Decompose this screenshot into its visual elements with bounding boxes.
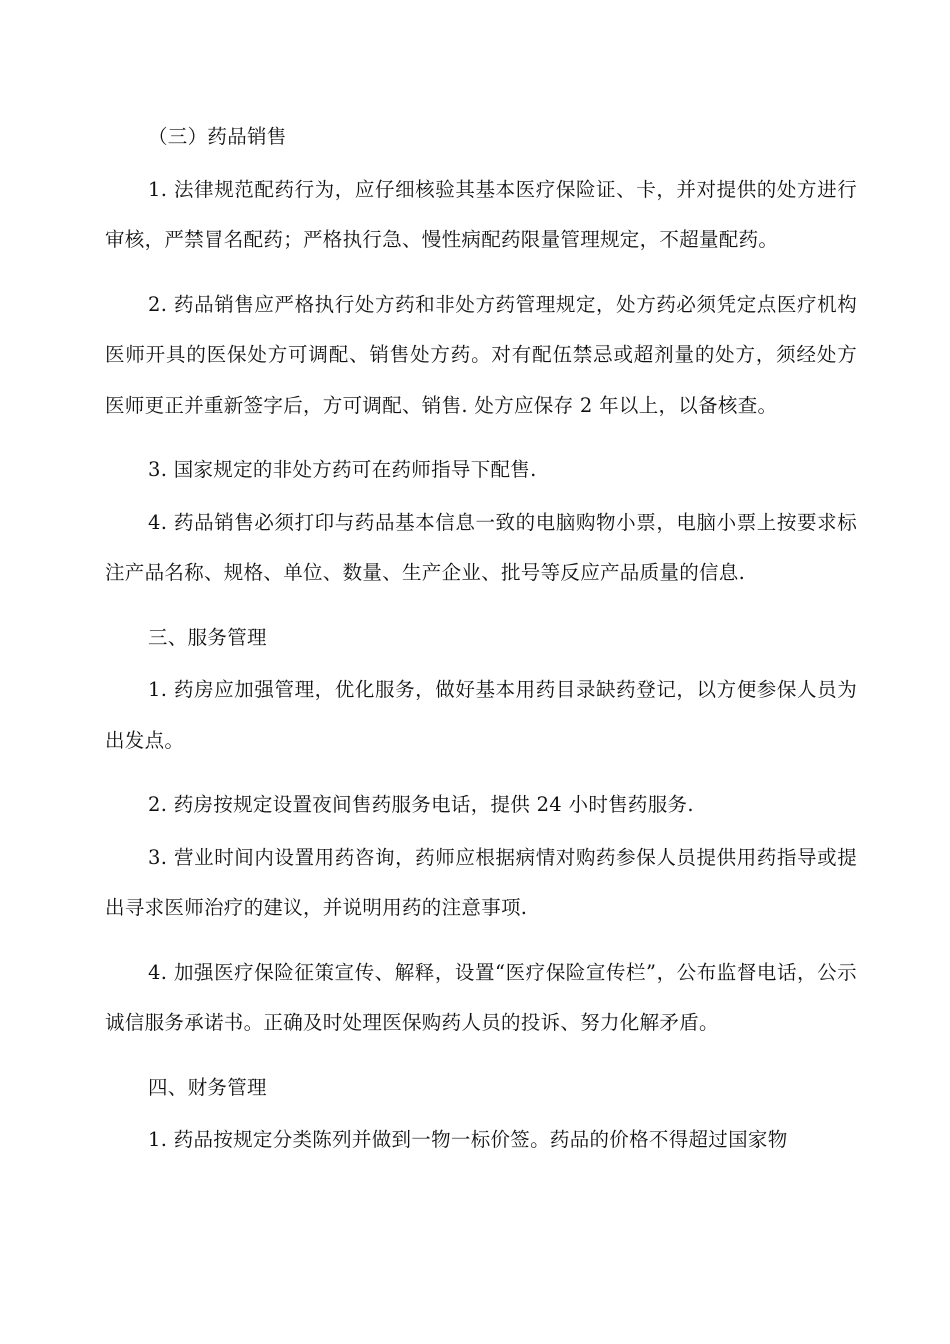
section-heading-finance-management: 四、财务管理	[148, 1075, 267, 1099]
paragraph-finance-1: 1. 药品按规定分类陈列并做到一物一标价签。药品的价格不得超过国家物	[148, 1128, 788, 1151]
paragraph-sales-1: 1. 法律规范配药行为，应仔细核验其基本医疗保险证、卡，并对提供的处方进行审核，严禁冒名配药；严格执行急、慢性病配药限量管理规定，不超量配药。	[105, 177, 857, 251]
section-heading-drug-sales: （三）药品销售	[148, 125, 287, 148]
paragraph-service-4: 4. 加强医疗保险征策宣传、解释，设置“医疗保险宣传栏”，公布监督电话，公示诚信服务承诺书。正确及时处理医保购药人员的投诉、努力化解矛盾。	[105, 960, 857, 1034]
paragraph-service-2: 2. 药房按规定设置夜间售药服务电话，提供 24 小时售药服务.	[148, 793, 694, 816]
paragraph-sales-3: 3. 国家规定的非处方药可在药师指导下配售.	[148, 458, 537, 481]
paragraph-sales-4: 4. 药品销售必须打印与药品基本信息一致的电脑购物小票，电脑小票上按要求标注产品名称、规格、单位、数量、生产企业、批号等反应产品质量的信息.	[105, 510, 857, 584]
section-heading-service-management: 三、服务管理	[148, 625, 267, 649]
paragraph-sales-2: 2. 药品销售应严格执行处方药和非处方药管理规定，处方药必须凭定点医疗机构医师开具的医保处方可调配、销售处方药。对有配伍禁忌或超剂量的处方，须经处方医师更正并重新签字后，方可调配、销售. 处方应保存 2 年以上，以备核查。	[105, 292, 857, 417]
paragraph-service-1: 1. 药房应加强管理，优化服务，做好基本用药目录缺药登记，以方便参保人员为出发点。	[105, 678, 857, 752]
paragraph-service-3: 3. 营业时间内设置用药咨询，药师应根据病情对购药参保人员提供用药指导或提出寻求医师治疗的建议，并说明用药的注意事项.	[105, 845, 857, 919]
document-page	[105, 112, 857, 1180]
